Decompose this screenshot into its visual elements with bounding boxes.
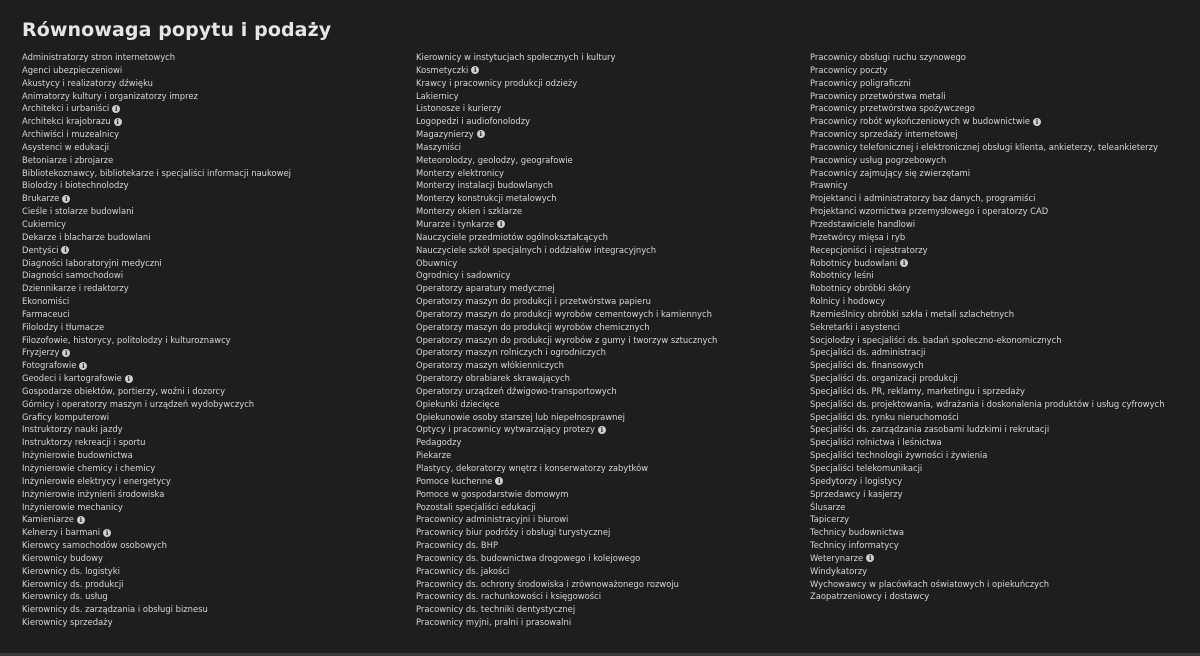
occupation-label: Monterzy instalacji budowlanych <box>416 180 553 191</box>
occupation-label: Opiekunki dziecięce <box>416 398 500 409</box>
occupation-link[interactable] <box>416 218 796 231</box>
occupation-link[interactable] <box>22 385 402 398</box>
occupation-link[interactable] <box>22 154 402 167</box>
occupation-link[interactable] <box>810 578 1190 591</box>
occupation-link[interactable] <box>416 488 796 501</box>
info-icon[interactable]: i <box>495 477 503 485</box>
occupation-label: Kamieniarze <box>22 514 74 525</box>
occupation-label: Socjolodzy i specjaliści ds. badań społeczno-ekonomicznych <box>810 334 1062 345</box>
occupation-label: Meteorolodzy, geolodzy, geografowie <box>416 154 573 165</box>
occupation-link[interactable] <box>416 244 796 257</box>
info-icon[interactable]: i <box>866 554 874 562</box>
occupation-link[interactable] <box>810 346 1190 359</box>
occupation-link[interactable] <box>22 616 402 629</box>
info-icon[interactable]: i <box>477 130 485 138</box>
occupation-label: Weterynarze <box>810 552 864 563</box>
occupation-link[interactable] <box>22 475 402 488</box>
occupation-link[interactable] <box>810 51 1190 64</box>
occupation-label: Obuwnicy <box>416 257 458 268</box>
occupation-label: Sprzedawcy i kasjerzy <box>810 488 903 499</box>
occupation-link[interactable] <box>810 359 1190 372</box>
occupation-label: Cieśle i stolarze budowlani <box>22 206 134 217</box>
occupation-link[interactable] <box>810 488 1190 501</box>
occupation-label: Operatorzy maszyn do produkcji i przetwórstwa papieru <box>416 296 651 307</box>
occupation-label: Kelnerzy i barmani <box>22 527 101 538</box>
occupation-label: Operatorzy maszyn do produkcji wyrobów chemicznych <box>416 321 650 332</box>
occupation-link[interactable] <box>810 385 1190 398</box>
occupation-label: Lakiernicy <box>416 90 459 101</box>
occupation-link[interactable] <box>416 334 796 347</box>
occupation-label: Pomoce kuchenne <box>416 475 493 486</box>
occupation-link[interactable] <box>810 179 1190 192</box>
occupation-link[interactable] <box>810 269 1190 282</box>
occupation-label: Betoniarze i zbrojarze <box>22 154 114 165</box>
occupation-label: Operatorzy obrabiarek skrawających <box>416 373 570 384</box>
occupation-link[interactable] <box>22 64 402 77</box>
occupation-link[interactable] <box>22 552 402 565</box>
occupation-label: Pracownicy poligraficzni <box>810 77 911 88</box>
occupation-link[interactable] <box>416 128 796 141</box>
info-icon[interactable]: i <box>497 220 505 228</box>
occupation-label: Specjaliści ds. organizacji produkcji <box>810 373 958 384</box>
info-icon[interactable]: i <box>900 259 908 267</box>
occupation-label: Dziennikarze i redaktorzy <box>22 283 129 294</box>
occupation-label: Plastycy, dekoratorzy wnętrz i konserwatorzy zabytków <box>416 463 649 473</box>
info-icon[interactable]: i <box>125 375 133 383</box>
occupation-link[interactable] <box>22 398 402 411</box>
occupation-link[interactable] <box>810 372 1190 385</box>
occupation-label: Archiwiści i muzealnicy <box>22 129 120 140</box>
occupation-link[interactable] <box>22 128 402 141</box>
occupation-link[interactable] <box>22 590 402 603</box>
occupation-label: Pracownicy ds. techniki dentystycznej <box>416 604 576 615</box>
occupation-link[interactable] <box>416 462 796 475</box>
info-icon[interactable]: i <box>112 105 120 113</box>
occupation-link[interactable] <box>810 141 1190 154</box>
occupation-label: Cukiernicy <box>22 218 66 229</box>
occupation-label: Biolodzy i biotechnolodzy <box>22 180 129 191</box>
occupation-link[interactable] <box>22 295 402 308</box>
occupation-label: Graficy komputerowi <box>22 411 110 422</box>
occupation-link[interactable] <box>416 423 796 436</box>
occupation-link[interactable] <box>810 244 1190 257</box>
occupation-label: Pracownicy biur podróży i obsługi turystycznej <box>416 527 611 538</box>
occupation-link[interactable] <box>810 462 1190 475</box>
occupation-link[interactable] <box>22 603 402 616</box>
occupation-label: Specjaliści ds. zarządzania zasobami ludzkimi i rekrutacji <box>810 424 1050 435</box>
occupation-link[interactable] <box>416 269 796 282</box>
occupation-columns <box>22 51 1192 641</box>
occupation-link[interactable] <box>22 565 402 578</box>
occupation-label: Logopedzi i audiofonolodzy <box>416 116 531 127</box>
occupation-link[interactable] <box>810 167 1190 180</box>
occupation-label: Robotnicy obróbki skóry <box>810 283 911 294</box>
occupation-link[interactable] <box>416 51 796 64</box>
occupation-link[interactable] <box>416 141 796 154</box>
occupation-link[interactable] <box>416 308 796 321</box>
page-title: Równowaga popytu i podaży <box>22 19 332 41</box>
occupation-label: Specjaliści ds. projektowania, wdrażania i doskonalenia produktów i usług cyfrowych <box>810 398 1165 409</box>
occupation-label: Inżynierowie chemicy i chemicy <box>22 463 156 473</box>
occupation-link[interactable] <box>416 539 796 552</box>
occupation-link[interactable] <box>22 77 402 90</box>
occupation-label: Specjaliści rolnictwa i leśnictwa <box>810 437 942 448</box>
occupation-label: Pracownicy przetwórstwa spożywczego <box>810 103 975 114</box>
occupation-link[interactable] <box>810 308 1190 321</box>
occupation-link[interactable] <box>22 308 402 321</box>
occupation-label: Agenci ubezpieczeniowi <box>22 64 123 75</box>
occupation-label: Specjaliści ds. administracji <box>810 347 926 358</box>
occupation-link[interactable] <box>810 398 1190 411</box>
occupation-label: Specjaliści ds. PR, reklamy, marketingu i sprzedaży <box>810 385 1025 396</box>
occupation-link[interactable] <box>416 205 796 218</box>
occupation-link[interactable] <box>416 385 796 398</box>
occupation-link[interactable] <box>810 192 1190 205</box>
occupation-link[interactable] <box>416 616 796 629</box>
occupation-label: Ogrodnicy i sadownicy <box>416 270 511 281</box>
occupation-label: Piekarze <box>416 450 452 461</box>
occupation-label: Technicy informatycy <box>810 540 899 551</box>
occupation-label: Administratorzy stron internetowych <box>22 52 176 62</box>
occupation-link[interactable] <box>22 167 402 180</box>
info-icon[interactable]: i <box>598 426 606 434</box>
occupation-label: Pomoce w gospodarstwie domowym <box>416 488 569 499</box>
occupation-label: Pracownicy zajmujący się zwierzętami <box>810 167 971 178</box>
occupation-link[interactable] <box>416 475 796 488</box>
occupation-link[interactable] <box>22 205 402 218</box>
occupation-link[interactable] <box>416 282 796 295</box>
occupation-link[interactable] <box>22 179 402 192</box>
occupation-label: Technicy budownictwa <box>810 527 905 538</box>
occupation-label: Pracownicy usług pogrzebowych <box>810 154 947 165</box>
occupation-label: Robotnicy budowlani <box>810 257 898 268</box>
occupation-label: Pracownicy ds. budownictwa drogowego i kolejowego <box>416 552 641 563</box>
occupation-label: Murarze i tynkarze <box>416 218 495 229</box>
occupation-label: Bibliotekoznawcy, bibliotekarze i specjaliści informacji naukowej <box>22 167 291 178</box>
occupation-link[interactable] <box>22 334 402 347</box>
occupation-label: Rzemieślnicy obróbki szkła i metali szlachetnych <box>810 308 1015 319</box>
occupation-label: Architekci krajobrazu <box>22 116 111 127</box>
occupation-link[interactable] <box>22 346 402 359</box>
occupation-link[interactable] <box>810 334 1190 347</box>
occupation-link[interactable] <box>22 578 402 591</box>
occupation-label: Pracownicy przetwórstwa metali <box>810 90 946 101</box>
occupation-label: Pracownicy ds. BHP <box>416 540 499 551</box>
occupation-label: Specjaliści ds. finansowych <box>810 360 924 371</box>
occupation-label: Brukarze <box>22 193 60 204</box>
occupation-label: Instruktorzy nauki jazdy <box>22 424 123 435</box>
occupation-link[interactable] <box>810 475 1190 488</box>
occupation-label: Przetwórcy mięsa i ryb <box>810 231 906 242</box>
occupation-link[interactable] <box>810 539 1190 552</box>
occupation-link[interactable] <box>416 565 796 578</box>
occupation-link[interactable] <box>416 526 796 539</box>
occupation-link[interactable] <box>22 321 402 334</box>
occupation-link[interactable] <box>22 282 402 295</box>
occupation-link[interactable] <box>416 167 796 180</box>
info-icon[interactable]: i <box>61 246 69 254</box>
occupation-link[interactable] <box>22 218 402 231</box>
occupation-label: Pedagodzy <box>416 437 462 448</box>
occupation-label: Pracownicy ds. jakości <box>416 565 510 576</box>
occupation-column-2 <box>416 51 796 629</box>
occupation-label: Monterzy konstrukcji metalowych <box>416 193 557 204</box>
occupation-label: Sekretarki i asystenci <box>810 321 900 332</box>
occupation-link[interactable] <box>810 321 1190 334</box>
occupation-label: Ekonomiści <box>22 296 70 307</box>
occupation-link[interactable] <box>416 64 796 77</box>
occupation-link[interactable] <box>810 295 1190 308</box>
occupation-link[interactable] <box>810 205 1190 218</box>
occupation-label: Farmaceuci <box>22 308 70 319</box>
info-icon[interactable]: i <box>471 66 479 74</box>
occupation-link[interactable] <box>416 513 796 526</box>
occupation-link[interactable] <box>22 90 402 103</box>
occupation-link[interactable] <box>22 501 402 514</box>
occupation-label: Kierownicy ds. zarządzania i obsługi biznesu <box>22 604 208 615</box>
occupation-link[interactable] <box>416 436 796 449</box>
occupation-link[interactable] <box>416 590 796 603</box>
occupation-label: Pozostali specjaliści edukacji <box>416 501 536 512</box>
occupation-label: Projektanci i administratorzy baz danych, programiści <box>810 193 1036 204</box>
occupation-label: Operatorzy maszyn do produkcji wyrobów z gumy i tworzyw sztucznych <box>416 334 718 345</box>
occupation-label: Operatorzy urządzeń dźwigowo-transportowych <box>416 385 617 396</box>
occupation-label: Akustycy i realizatorzy dźwięku <box>22 77 153 88</box>
occupation-label: Opiekunowie osoby starszej lub niepełnosprawnej <box>416 411 625 422</box>
occupation-label: Geodeci i kartografowie <box>22 373 122 384</box>
occupation-label: Pracownicy sprzedaży internetowej <box>810 129 958 140</box>
occupation-link[interactable] <box>22 372 402 385</box>
info-icon[interactable]: i <box>62 349 70 357</box>
info-icon[interactable]: i <box>1033 118 1041 126</box>
occupation-link[interactable] <box>810 128 1190 141</box>
occupation-link[interactable] <box>416 449 796 462</box>
occupation-link[interactable] <box>416 231 796 244</box>
occupation-link[interactable] <box>810 436 1190 449</box>
occupation-label: Specjaliści telekomunikacji <box>810 463 923 473</box>
occupation-label: Pracownicy myjni, pralni i prasowalni <box>416 617 572 628</box>
occupation-label: Inżynierowie elektrycy i energetycy <box>22 475 171 486</box>
occupation-link[interactable] <box>810 513 1190 526</box>
occupation-link[interactable] <box>416 90 796 103</box>
occupation-link[interactable] <box>416 372 796 385</box>
occupation-label: Architekci i urbaniści <box>22 103 110 114</box>
occupation-link[interactable] <box>22 526 402 539</box>
info-icon[interactable]: i <box>103 529 111 537</box>
occupation-label: Spedytorzy i logistycy <box>810 475 903 486</box>
occupation-column-3 <box>810 51 1190 603</box>
occupation-label: Pracownicy poczty <box>810 64 888 75</box>
occupation-label: Operatorzy maszyn włókienniczych <box>416 360 564 371</box>
occupation-label: Nauczyciele szkół specjalnych i oddziałów integracyjnych <box>416 244 657 255</box>
occupation-link[interactable] <box>416 346 796 359</box>
occupation-label: Pracownicy telefonicznej i elektronicznej obsługi klienta, ankieterzy, teleankieterzy <box>810 141 1158 152</box>
occupation-link[interactable] <box>22 141 402 154</box>
occupation-link[interactable] <box>810 218 1190 231</box>
occupation-label: Operatorzy maszyn do produkcji wyrobów cementowych i kamiennych <box>416 308 712 319</box>
occupation-link[interactable] <box>22 462 402 475</box>
occupation-label: Specjaliści technologii żywności i żywienia <box>810 450 988 461</box>
occupation-label: Recepcjoniści i rejestratorzy <box>810 244 928 255</box>
occupation-link[interactable] <box>22 359 402 372</box>
occupation-label: Kierownicy sprzedaży <box>22 617 113 628</box>
occupation-label: Operatorzy maszyn rolniczych i ogrodniczych <box>416 347 606 358</box>
occupation-label: Diagności laboratoryjni medyczni <box>22 257 162 268</box>
occupation-label: Kierownicy ds. produkcji <box>22 578 124 589</box>
occupation-link[interactable] <box>416 192 796 205</box>
occupation-link[interactable] <box>416 411 796 424</box>
occupation-link[interactable] <box>416 603 796 616</box>
info-icon[interactable]: i <box>114 118 122 126</box>
occupation-label: Pracownicy obsługi ruchu szynowego <box>810 52 966 62</box>
occupation-link[interactable] <box>810 501 1190 514</box>
occupation-link[interactable] <box>416 102 796 115</box>
occupation-label: Robotnicy leśni <box>810 270 874 281</box>
occupation-label: Animatorzy kultury i organizatorzy imprez <box>22 90 198 101</box>
occupation-label: Prawnicy <box>810 180 848 191</box>
occupation-link[interactable] <box>810 77 1190 90</box>
occupation-link[interactable] <box>416 295 796 308</box>
occupation-link[interactable] <box>22 244 402 257</box>
occupation-label: Asystenci w edukacji <box>22 141 110 152</box>
occupation-label: Instruktorzy rekreacji i sportu <box>22 437 146 448</box>
occupation-column-1 <box>22 51 402 629</box>
occupation-link[interactable] <box>22 539 402 552</box>
occupation-link[interactable] <box>416 179 796 192</box>
occupation-link[interactable] <box>810 590 1190 603</box>
occupation-label: Pracownicy ds. rachunkowości i księgowości <box>416 591 602 602</box>
occupation-label: Nauczyciele przedmiotów ogólnokształcących <box>416 231 608 242</box>
occupation-label: Kierownicy budowy <box>22 552 103 563</box>
occupation-label: Kosmetyczki <box>416 64 469 75</box>
occupation-label: Listonosze i kurierzy <box>416 103 502 114</box>
occupation-label: Kierowcy samochodów osobowych <box>22 540 167 551</box>
occupation-link[interactable] <box>810 423 1190 436</box>
occupation-link[interactable] <box>22 257 402 270</box>
occupation-link[interactable] <box>810 552 1190 565</box>
occupation-label: Krawcy i pracownicy produkcji odzieży <box>416 77 578 88</box>
occupation-label: Maszyniści <box>416 141 462 152</box>
occupation-label: Gospodarze obiektów, portierzy, woźni i dozorcy <box>22 385 226 396</box>
occupation-label: Rolnicy i hodowcy <box>810 296 886 307</box>
occupation-label: Magazynierzy <box>416 129 474 140</box>
occupation-link[interactable] <box>416 501 796 514</box>
occupation-label: Dentyści <box>22 244 59 255</box>
occupation-label: Kierownicy ds. logistyki <box>22 565 120 576</box>
occupation-link[interactable] <box>22 192 402 205</box>
occupation-link[interactable] <box>810 526 1190 539</box>
occupation-label: Pracownicy robót wykończeniowych w budownictwie <box>810 116 1031 127</box>
info-icon[interactable]: i <box>79 362 87 370</box>
occupation-label: Specjaliści ds. rynku nieruchomości <box>810 411 959 422</box>
info-icon[interactable]: i <box>62 195 70 203</box>
occupation-link[interactable] <box>416 154 796 167</box>
occupation-label: Pracownicy administracyjni i biurowi <box>416 514 569 525</box>
occupation-label: Inżynierowie inżynierii środowiska <box>22 488 165 499</box>
occupation-link[interactable] <box>416 552 796 565</box>
occupation-label: Górnicy i operatorzy maszyn i urządzeń wydobywczych <box>22 398 255 409</box>
occupation-label: Tapicerzy <box>810 514 850 525</box>
occupation-label: Fryzjerzy <box>22 347 60 358</box>
occupation-link[interactable] <box>22 411 402 424</box>
occupation-label: Monterzy elektronicy <box>416 167 504 178</box>
occupation-label: Pracownicy ds. ochrony środowiska i zrównoważonego rozwoju <box>416 578 679 589</box>
info-icon[interactable]: i <box>77 516 85 524</box>
occupation-link[interactable] <box>810 449 1190 462</box>
occupation-link[interactable] <box>810 282 1190 295</box>
occupation-label: Inżynierowie budownictwa <box>22 450 133 461</box>
occupation-link[interactable] <box>416 578 796 591</box>
occupation-label: Diagności samochodowi <box>22 270 124 281</box>
occupation-label: Monterzy okien i szklarze <box>416 206 523 217</box>
occupation-label: Kierownicy w instytucjach społecznych i kultury <box>416 52 616 62</box>
occupation-link[interactable] <box>22 488 402 501</box>
occupation-link[interactable] <box>810 257 1190 270</box>
occupation-link[interactable] <box>810 411 1190 424</box>
occupation-label: Filolodzy i tłumacze <box>22 321 105 332</box>
occupation-label: Filozofowie, historycy, politolodzy i kulturoznawcy <box>22 334 231 345</box>
occupation-link[interactable] <box>416 115 796 128</box>
occupation-label: Kierownicy ds. usług <box>22 591 108 602</box>
occupation-label: Inżynierowie mechanicy <box>22 501 123 512</box>
occupation-label: Ślusarze <box>810 501 846 512</box>
occupation-link[interactable] <box>416 398 796 411</box>
occupation-link[interactable] <box>22 436 402 449</box>
occupation-link[interactable] <box>22 269 402 282</box>
occupation-label: Operatorzy aparatury medycznej <box>416 283 555 294</box>
occupation-link[interactable] <box>22 102 402 115</box>
occupation-link[interactable] <box>810 565 1190 578</box>
occupation-label: Fotografowie <box>22 360 77 371</box>
occupation-label: Optycy i pracownicy wytwarzający protezy <box>416 424 595 435</box>
occupation-link[interactable] <box>22 51 402 64</box>
occupation-link[interactable] <box>416 257 796 270</box>
occupation-link[interactable] <box>810 64 1190 77</box>
occupation-label: Windykatorzy <box>810 565 868 576</box>
occupation-link[interactable] <box>22 231 402 244</box>
occupation-label: Przedstawiciele handlowi <box>810 218 916 229</box>
occupation-link[interactable] <box>810 90 1190 103</box>
occupation-label: Projektanci wzornictwa przemysłowego i operatorzy CAD <box>810 206 1049 217</box>
occupation-link[interactable] <box>810 102 1190 115</box>
occupation-label: Zaopatrzeniowcy i dostawcy <box>810 591 930 602</box>
occupation-label: Dekarze i blacharze budowlani <box>22 231 151 242</box>
occupation-link[interactable] <box>810 154 1190 167</box>
occupation-link[interactable] <box>416 359 796 372</box>
occupation-link[interactable] <box>22 115 402 128</box>
occupation-link[interactable] <box>810 115 1190 128</box>
occupation-link[interactable] <box>22 513 402 526</box>
occupation-link[interactable] <box>22 449 402 462</box>
occupation-label: Wychowawcy w placówkach oświatowych i opiekuńczych <box>810 578 1050 589</box>
occupation-link[interactable] <box>22 423 402 436</box>
occupation-link[interactable] <box>810 231 1190 244</box>
occupation-link[interactable] <box>416 321 796 334</box>
occupation-link[interactable] <box>416 77 796 90</box>
